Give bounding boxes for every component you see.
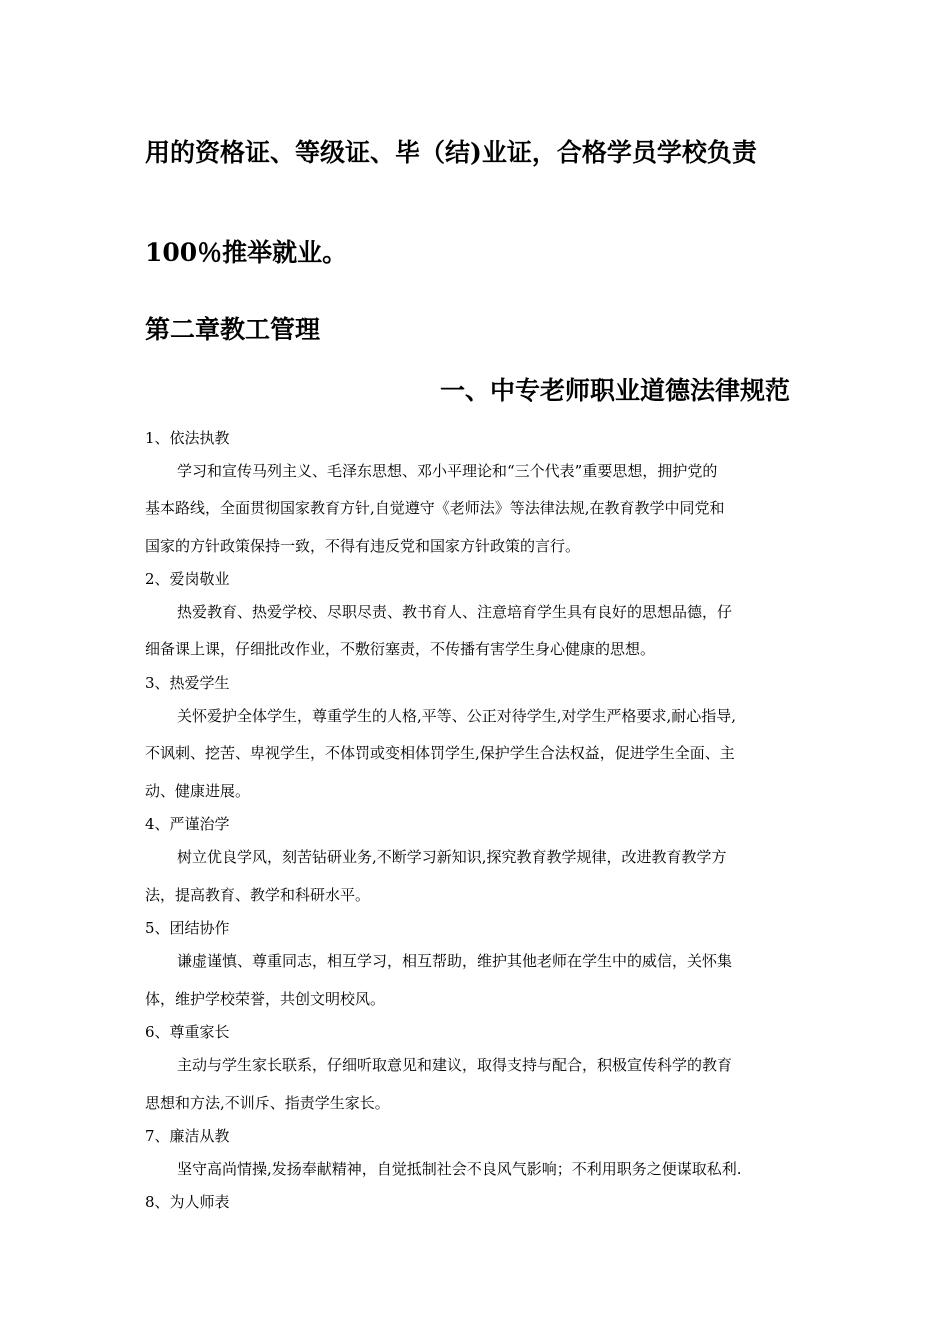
paragraph-line: 体，维护学校荣誉，共创文明校风。 — [145, 990, 386, 1008]
intro-line-1: 用的资格证、等级证、毕（结)业证，合格学员学校负责 — [145, 138, 757, 167]
paragraph-line: 基本路线，全面贯彻国家教育方针,自觉遵守《老师法》等法律法规,在教育教学中同党和 — [145, 499, 725, 517]
section-title: 一、中专老师职业道德法律规范 — [440, 376, 791, 405]
item-heading: 8、为人师表 — [145, 1193, 230, 1211]
paragraph-line: 热爱教育、热爱学校、尽职尽责、教书育人、注意培育学生具有良好的思想品德，仔 — [177, 603, 733, 621]
item-heading: 2、爱岗敬业 — [145, 570, 230, 588]
paragraph-line: 谦虚谨慎、尊重同志，相互学习，相互帮助，维护其他老师在学生中的威信，关怀集 — [177, 952, 733, 970]
paragraph-line: 学习和宣传马列主义、毛泽东思想、邓小平理论和“三个代表”重要思想，拥护党的 — [177, 462, 718, 480]
intro-line-2: 100％推举就业。 — [145, 238, 348, 267]
item-heading: 7、廉洁从教 — [145, 1127, 230, 1145]
paragraph-line: 坚守高尚情操,发扬奉献精神，自觉抵制社会不良风气影响；不利用职务之便谋取私利. — [177, 1160, 742, 1178]
paragraph-line: 思想和方法,不训斥、指责学生家长。 — [145, 1094, 390, 1112]
paragraph-line: 树立优良学风，刻苦钻研业务,不断学习新知识,探究教育教学规律，改进教育教学方 — [177, 848, 727, 866]
item-heading: 5、团结协作 — [145, 919, 230, 937]
paragraph-line: 主动与学生家长联系，仔细听取意见和建议，取得支持与配合，积极宣传科学的教育 — [177, 1056, 733, 1074]
paragraph-line: 不讽刺、挖苦、卑视学生，不体罚或变相体罚学生,保护学生合法权益，促进学生全面、主 — [145, 744, 735, 762]
paragraph-line: 国家的方针政策保持一致，不得有违反党和国家方针政策的言行。 — [145, 537, 581, 555]
item-heading: 1、依法执教 — [145, 429, 230, 447]
paragraph-line: 关怀爱护全体学生，尊重学生的人格,平等、公正对待学生,对学生严格要求,耐心指导, — [177, 707, 737, 725]
paragraph-line: 细备课上课，仔细批改作业，不敷衍塞责，不传播有害学生身心健康的思想。 — [145, 640, 656, 658]
item-heading: 6、尊重家长 — [145, 1023, 230, 1041]
item-heading: 4、严谨治学 — [145, 815, 230, 833]
paragraph-line: 动、健康进展。 — [145, 782, 251, 800]
chapter-title: 第二章教工管理 — [145, 315, 321, 344]
paragraph-line: 法，提高教育、教学和科研水平。 — [145, 886, 371, 904]
item-heading: 3、热爱学生 — [145, 674, 230, 692]
